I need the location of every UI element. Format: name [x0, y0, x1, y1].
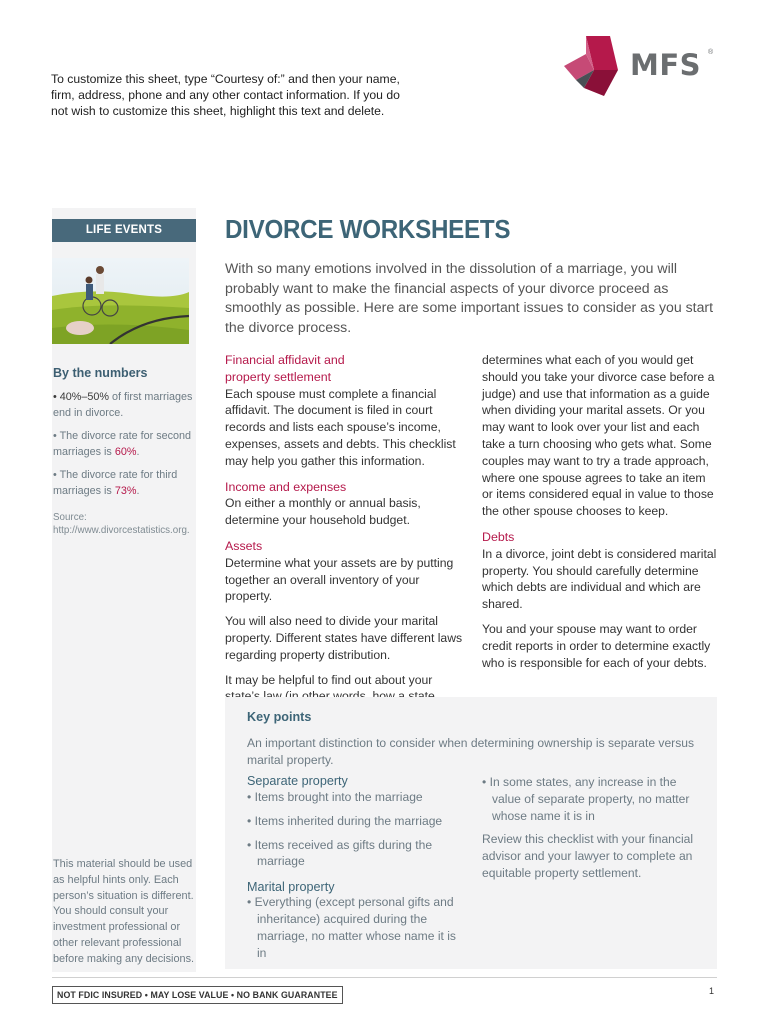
stat-highlight: 40%–50% [59, 391, 110, 403]
separate-property-heading: Separate property [247, 774, 348, 788]
paragraph-divide: You will also need to divide your marital property. Different states have different laws regarding property distribution. [225, 614, 463, 662]
intro-paragraph: With so many emotions involved in the dissolution of a marriage, you will probably want to make the financial aspects of your divorce proceed as smoothly as possible. Here are some important issues to consider as you start the divorce process. [225, 260, 714, 335]
couple-cycling-photo [52, 258, 189, 344]
key-points-heading: Key points [247, 710, 312, 724]
stat-highlight: 60% [114, 445, 137, 458]
footer-divider [52, 977, 717, 978]
list-item: • Items received as gifts during the marriage [247, 837, 433, 869]
disclaimer-text: This material should be used as helpful hints only. Each person’s situation is different. You should consult your investment professional or other relevant professional before making any decisions. [53, 858, 195, 965]
section-heading-affidavit: Financial affidavit and property settlement [225, 353, 345, 384]
stat-item-2: • The divorce rate for second marriages is 60%. [53, 430, 192, 458]
paragraph-income: On either a monthly or annual basis, determine your household budget. [225, 496, 421, 528]
key-points-right [482, 774, 707, 882]
mfs-logo-icon [560, 36, 626, 98]
review-note: Review this checklist with your financial advisor and your lawyer to complete an equitable property settlement. [482, 832, 694, 880]
source-label: Source: [53, 512, 87, 523]
stat-item-1: • 40%–50% of first marriages end in divorce. [53, 391, 193, 419]
logo-wordmark: MFS [630, 48, 702, 82]
paragraph-assets: Determine what your assets are by putting together an overall inventory of your property. [225, 555, 454, 604]
paragraph-credit: You and your spouse may want to order credit reports in order to determine exactly who is responsible for each of your debts. [482, 621, 711, 670]
paragraph-debts: In a divorce, joint debt is considered marital property. You should carefully determine which debts are individual and which are shared. [482, 546, 717, 612]
page-number: 1 [709, 986, 715, 996]
key-points-intro: An important distinction to consider when determining ownership is separate versus marital property. [247, 736, 695, 767]
list-item: • In some states, any increase in the value of separate property, no matter whose name it is in [482, 775, 690, 823]
column-right [482, 352, 718, 671]
key-points-left [247, 774, 462, 961]
registered-mark: ® [708, 49, 714, 56]
section-heading-assets: Assets [225, 538, 263, 553]
marital-property-heading: Marital property [247, 880, 335, 895]
source-note [53, 511, 197, 537]
stat-highlight: 73% [114, 484, 137, 497]
column-left [225, 352, 465, 705]
by-numbers-heading: By the numbers [53, 366, 148, 380]
paragraph-determines: determines what each of you would get should you take your divorce case before a judge) and use that information as a guide when dividing your marital assets. Or you may want to look over your list and each take a turn choosing who gets what. Some couples may want to try a trade approach, where one spouse agrees to take an item or items considered equal in value to those the other spouse chooses to keep. [482, 353, 715, 519]
customize-note: To customize this sheet, type “Courtesy of:” and then your name, firm, address, phone and any other contact information. If you do not wish to customize this sheet, highlight this text and delete. [51, 72, 400, 118]
life-events-tag: LIFE EVENTS [52, 219, 196, 242]
list-item: • Items inherited during the marriage [247, 813, 443, 828]
mfs-logo [560, 36, 720, 96]
stat-item-3: • The divorce rate for third marriages is 73%. [53, 469, 178, 497]
section-heading-debts: Debts [482, 529, 515, 544]
section-heading-income: Income and expenses [225, 479, 347, 494]
list-item: • Items brought into the marriage [247, 790, 423, 804]
fdic-notice: NOT FDIC INSURED • MAY LOSE VALUE • NO BANK GUARANTEE [52, 986, 343, 1004]
page-title: DIVORCE WORKSHEETS [225, 214, 511, 244]
source-url: http://www.divorcestatistics.org. [53, 525, 190, 536]
list-item: • Everything (except personal gifts and inheritance) acquired during the marriage, no matter whose name it is in [247, 895, 456, 960]
paragraph-state-law: It may be helpful to find out about your [225, 672, 433, 687]
paragraph-affidavit: Each spouse must complete a financial affidavit. The document is filed in court records and lists each spouse’s income, expenses, assets and debts. This checklist may help you gather this information. [225, 386, 456, 468]
